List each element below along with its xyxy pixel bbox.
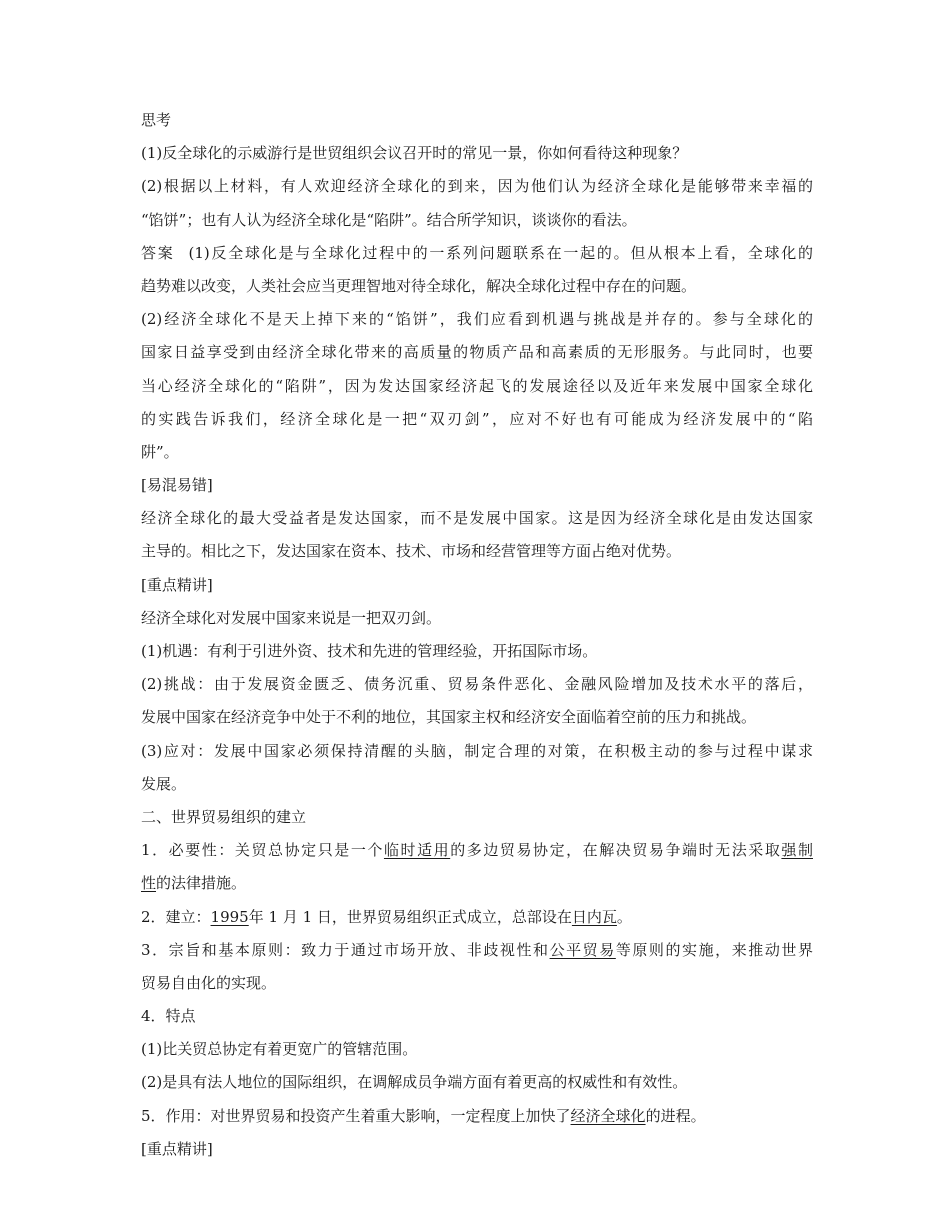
answer-2-line-3: 当心经济全球化的“陷阱”，因为发达国家经济起飞的发展途径以及近年来发展中国家全球化 xyxy=(141,376,813,395)
confuse-text-line-2: 主导的。相比之下，发达国家在资本、技术、市场和经营管理等方面占绝对优势。 xyxy=(141,542,682,561)
item-1-text: 的法律措施。 xyxy=(156,874,247,893)
answer-2-line-4: 的实践告诉我们，经济全球化是一把“双刃剑”，应对不好也有可能成为经济发展中的“陷 xyxy=(141,409,813,428)
blank-answer: 1995 xyxy=(210,907,249,926)
answer-2-line-5: 阱”。 xyxy=(141,442,179,461)
key-point-3-line-1: (3)应对：发展中国家必须保持清醒的头脑，制定合理的对策，在积极主动的参与过程中谋求 xyxy=(141,741,813,760)
item-2-text: 2．建立： xyxy=(141,907,211,926)
answer-label: 答案 xyxy=(141,243,175,262)
section-title: 二、世界贸易组织的建立 xyxy=(141,807,307,826)
blank-answer: 公平贸易 xyxy=(549,940,616,959)
answer-1-line-1 xyxy=(141,237,813,270)
key-point-2-line-2: 发展中国家在经济竞争中处于不利的地位，其国家主权和经济安全面临着空前的压力和挑战。 xyxy=(141,708,757,727)
item-1-line-1 xyxy=(141,834,813,867)
item-3-line-1 xyxy=(141,934,813,967)
item-5-text: 5．作用：对世界贸易和投资产生着重大影响，一定程度上加快了 xyxy=(141,1106,571,1125)
think-heading: 思考 xyxy=(141,111,172,129)
item-2-text: 。 xyxy=(616,907,632,926)
key-heading: [重点精讲] xyxy=(141,1139,213,1158)
item-5 xyxy=(141,1100,813,1133)
key-point-2-line-1: (2)挑战：由于发展资金匮乏、债务沉重、贸易条件恶化、金融风险增加及技术水平的落后， xyxy=(141,675,813,694)
key-point-3-line-2: 发展。 xyxy=(141,774,187,793)
blank-answer: 强制 xyxy=(781,841,813,860)
blank-answer: 经济全球化 xyxy=(570,1106,646,1125)
blank-answer: 临时适用 xyxy=(383,841,451,860)
item-2-text: 年 1 月 1 日，世界贸易组织正式成立，总部设在 xyxy=(248,907,572,926)
confuse-text-line-1: 经济全球化的最大受益者是发达国家，而不是发展中国家。这是因为经济全球化是由发达国家 xyxy=(141,509,813,528)
item-3-text: 等原则的实施，来推动世界 xyxy=(615,940,813,959)
item-1-text: 1．必要性：关贸总协定只是一个 xyxy=(141,841,384,860)
item-1-text: 的多边贸易协定，在解决贸易争端时无法采取 xyxy=(450,841,782,860)
question-1: (1)反全球化的示威游行是世贸组织会议召开时的常见一景，你如何看待这种现象？ xyxy=(141,144,688,163)
answer-1-text: (1)反全球化是与全球化过程中的一系列问题联系在一起的。但从根本上看，全球化的 xyxy=(188,243,813,262)
item-4-point-2: (2)是具有法人地位的国际组织，在调解成员争端方面有着更高的权威性和有效性。 xyxy=(141,1073,688,1092)
key-heading: [重点精讲] xyxy=(141,575,213,594)
answer-2-line-2: 国家日益享受到由经济全球化带来的高质量的物质产品和高素质的无形服务。与此同时，也要 xyxy=(141,343,813,362)
item-5-text: 的进程。 xyxy=(645,1106,706,1125)
confuse-heading: [易混易错] xyxy=(141,476,213,495)
document-body xyxy=(141,104,813,1166)
key-intro: 经济全球化对发展中国家来说是一把双刃剑。 xyxy=(141,608,442,627)
key-point-1: (1)机遇：有利于引进外资、技术和先进的管理经验，开拓国际市场。 xyxy=(141,642,598,660)
question-2-line-1: (2)根据以上材料，有人欢迎经济全球化的到来，因为他们认为经济全球化是能够带来幸福的 xyxy=(141,177,813,196)
item-3-text: 3．宗旨和基本原则：致力于通过市场开放、非歧视性和 xyxy=(141,940,550,959)
blank-answer: 性 xyxy=(141,874,157,893)
item-1-line-2 xyxy=(141,867,813,900)
answer-1-line-2: 趋势难以改变，人类社会应当更理智地对待全球化，解决全球化过程中存在的问题。 xyxy=(141,276,697,295)
item-4-heading: 4．特点 xyxy=(141,1007,196,1026)
question-2-line-2: “馅饼”；也有人认为经济全球化是“陷阱”。结合所学知识，谈谈你的看法。 xyxy=(141,210,637,229)
blank-answer: 日内瓦 xyxy=(571,907,617,926)
item-3-line-2: 贸易自由化的实现。 xyxy=(141,973,277,992)
item-2 xyxy=(141,901,813,934)
answer-2-line-1: (2)经济全球化不是天上掉下来的“馅饼”，我们应看到机遇与挑战是并存的。参与全球化的 xyxy=(141,310,813,329)
item-4-point-1: (1)比关贸总协定有着更宽广的管辖范围。 xyxy=(141,1040,418,1059)
